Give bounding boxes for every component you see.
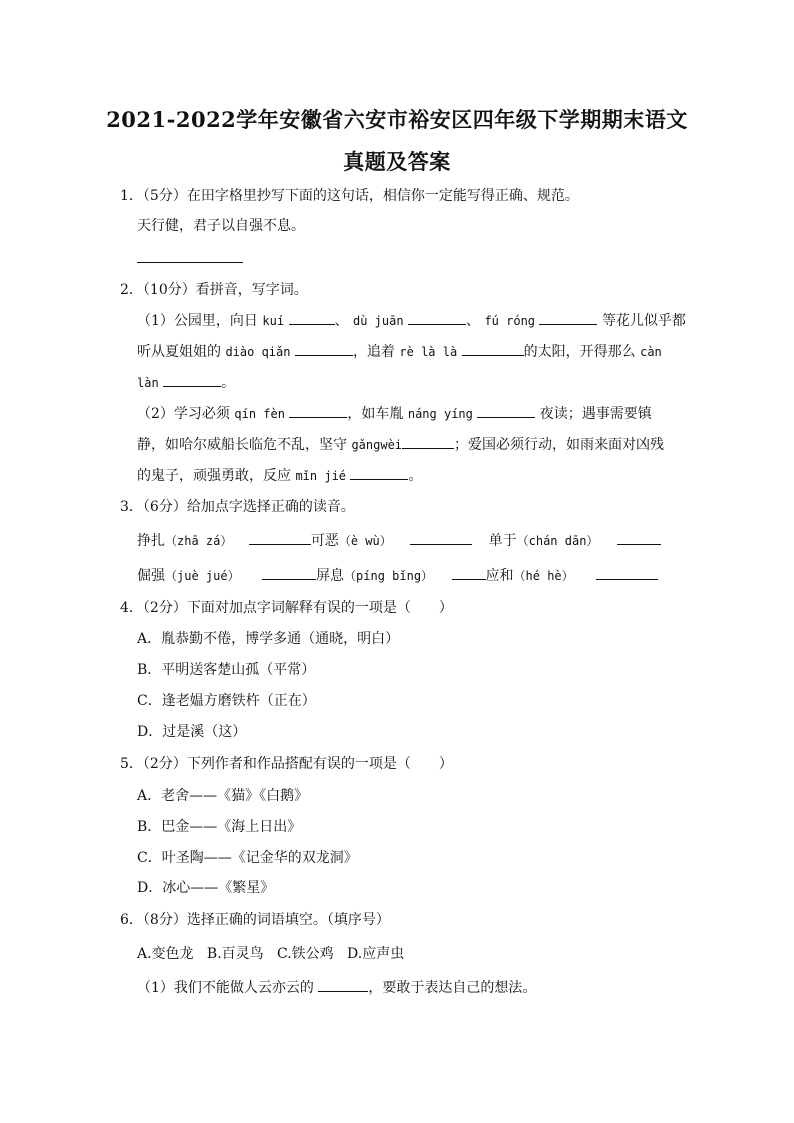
question-5-option-d[interactable]: D．冰心——《繁星》 bbox=[137, 880, 275, 896]
pinyin-options: （zhā zá） bbox=[165, 534, 233, 548]
answer-blank[interactable] bbox=[617, 530, 661, 545]
question-3-row-2 bbox=[137, 565, 658, 586]
question-6-choices: A.变色龙 B.百灵鸟 C.铁公鸡 D.应声虫 bbox=[137, 946, 405, 962]
question-5-stem: 5．（2分）下列作者和作品搭配有误的一项是（ ） bbox=[120, 756, 453, 772]
text: 的鬼子，顽强勇敢，反应 bbox=[137, 468, 291, 484]
question-5-option-c[interactable]: C．叶圣陶——《记金华的双龙洞》 bbox=[137, 850, 358, 866]
answer-blank[interactable] bbox=[350, 465, 408, 480]
pinyin-options: （juè jué） bbox=[165, 569, 240, 583]
pinyin: qín fèn bbox=[234, 407, 285, 421]
text: （1）公园里，向日 bbox=[137, 313, 258, 329]
answer-blank[interactable] bbox=[596, 565, 658, 580]
dotted-word: 单于 bbox=[488, 533, 517, 549]
text: ，要敢于表达自己的想法。 bbox=[368, 980, 537, 996]
question-2-line-5 bbox=[137, 434, 664, 455]
text: （1）我们不能做人云亦云的 bbox=[137, 980, 314, 996]
question-2-line-2 bbox=[137, 341, 662, 362]
text: 夜读；遇事需要镇 bbox=[539, 406, 652, 422]
text: 静，如哈尔威船长临危不乱，坚守 bbox=[137, 437, 347, 453]
dotted-word: 倔强 bbox=[137, 568, 165, 584]
question-2-line-6 bbox=[137, 465, 422, 486]
text: ；爱国必须行动，如雨来面对凶残 bbox=[454, 437, 665, 453]
answer-blank[interactable] bbox=[249, 530, 311, 545]
question-4-option-a[interactable]: A．胤恭勤不倦，博学多通（通晓，明白） bbox=[137, 631, 400, 647]
dotted-word: 挣扎 bbox=[137, 533, 165, 549]
question-2-line-3 bbox=[137, 372, 235, 393]
text: ，追着 bbox=[352, 344, 395, 360]
pinyin: fú róng bbox=[484, 314, 536, 328]
question-4-option-c[interactable]: C．逢老媪方磨铁杵（正在） bbox=[137, 693, 316, 709]
text: 、 bbox=[466, 313, 480, 329]
question-1-stem: 1．（5分）在田字格里抄写下面的这句话，相信你一定能写得正确、规范。 bbox=[120, 188, 579, 204]
pinyin: rè là là bbox=[399, 345, 458, 359]
question-5-option-b[interactable]: B．巴金——《海上日出》 bbox=[137, 819, 302, 835]
answer-blank[interactable] bbox=[452, 565, 486, 580]
question-1-answer-line[interactable] bbox=[137, 262, 243, 263]
question-4-stem: 4．（2分）下面对加点字词解释有误的一项是（ ） bbox=[120, 600, 453, 616]
question-2-stem: 2．（10分）看拼音，写字词。 bbox=[120, 282, 308, 298]
question-6-sentence-1 bbox=[137, 977, 536, 998]
text: 听从夏姐姐的 bbox=[137, 344, 221, 360]
question-3-stem: 3．（6分）给加点字选择正确的读音。 bbox=[120, 499, 355, 515]
answer-blank[interactable] bbox=[539, 310, 597, 325]
answer-blank[interactable] bbox=[408, 310, 466, 325]
document-title-continued: 真题及答案 bbox=[343, 149, 451, 174]
pinyin: kuí bbox=[262, 314, 285, 328]
answer-blank[interactable] bbox=[289, 310, 335, 325]
text: 、 bbox=[334, 313, 349, 329]
text: 等花儿似乎都 bbox=[601, 313, 686, 329]
pinyin: diào qiǎn bbox=[225, 345, 291, 359]
text: （2）学习必须 bbox=[137, 406, 230, 422]
question-2-line-1 bbox=[137, 310, 686, 331]
dotted-word: 可恶 bbox=[310, 533, 339, 549]
answer-blank[interactable] bbox=[477, 403, 535, 418]
pinyin: càn bbox=[640, 345, 662, 359]
answer-blank[interactable] bbox=[402, 434, 454, 449]
pinyin-options: （hé hè） bbox=[513, 569, 574, 583]
pinyin: mǐn jié bbox=[295, 469, 347, 483]
pinyin-options: （píng bǐng） bbox=[344, 569, 434, 583]
text: 。 bbox=[408, 468, 423, 484]
question-6-stem: 6．（8分）选择正确的词语填空。（填序号） bbox=[120, 912, 390, 928]
question-4-option-d[interactable]: D．过是溪（这） bbox=[137, 724, 247, 740]
question-3-row-1 bbox=[137, 530, 661, 551]
pinyin: dù juān bbox=[352, 314, 404, 328]
text: 。 bbox=[221, 375, 236, 391]
answer-blank[interactable] bbox=[289, 403, 347, 418]
text: 的太阳，开得那么 bbox=[523, 344, 636, 360]
dotted-word: 屏息 bbox=[316, 568, 345, 584]
answer-blank[interactable] bbox=[462, 341, 524, 356]
pinyin-options: （chán dān） bbox=[516, 534, 599, 548]
answer-blank[interactable] bbox=[262, 565, 316, 580]
dotted-word: 应和 bbox=[485, 568, 514, 584]
question-1-sentence: 天行健，君子以自强不息。 bbox=[137, 218, 305, 234]
answer-blank[interactable] bbox=[295, 341, 353, 356]
pinyin: náng yíng bbox=[407, 407, 473, 421]
pinyin-options: （è wù） bbox=[338, 534, 392, 548]
answer-blank[interactable] bbox=[163, 372, 221, 387]
question-2-line-4 bbox=[137, 403, 652, 424]
question-4-option-b[interactable]: B．平明送客楚山孤（平常） bbox=[137, 662, 316, 678]
text: ，如车胤 bbox=[347, 406, 404, 422]
pinyin: gǎngwèi bbox=[351, 438, 403, 452]
question-5-option-a[interactable]: A．老舍——《猫》《白鹅》 bbox=[137, 788, 309, 804]
answer-blank[interactable] bbox=[410, 530, 472, 545]
document-title: 2021-2022学年安徽省六安市裕安区四年级下学期期末语文 bbox=[106, 107, 688, 132]
answer-blank[interactable] bbox=[318, 977, 368, 992]
pinyin: làn bbox=[137, 376, 159, 390]
